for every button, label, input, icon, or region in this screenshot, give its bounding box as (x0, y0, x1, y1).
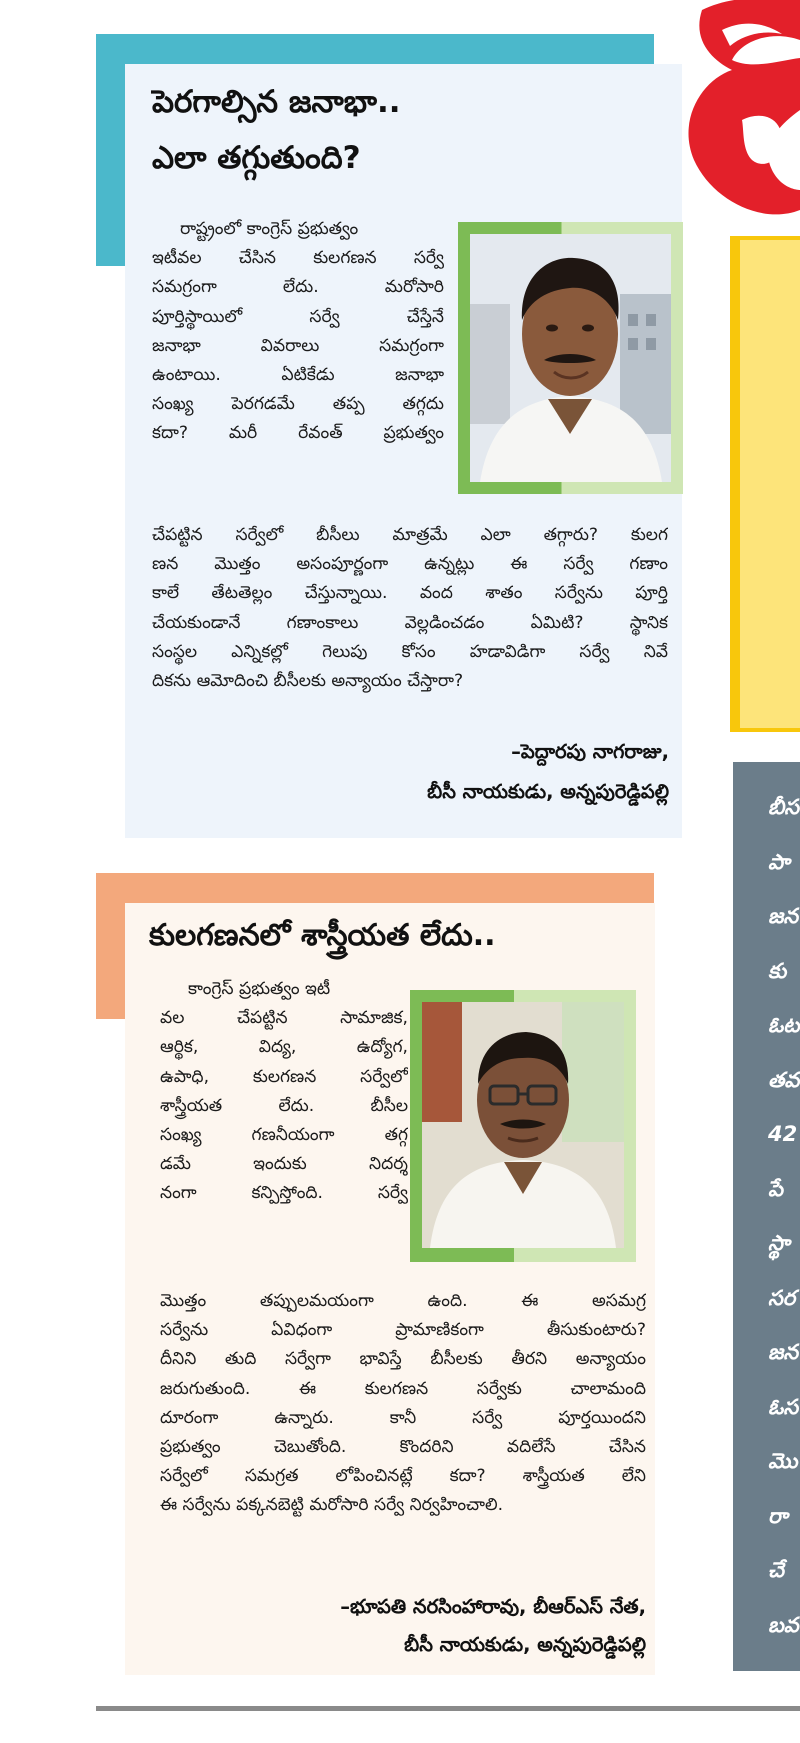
body-line: వల చేపట్టిన సామాజిక, (160, 1008, 408, 1029)
article2-signature-role: బీసీ నాయకుడు, అన్నపురెడ్డిపల్లి (404, 1633, 646, 1656)
sidebar-fragment: రా (768, 1503, 788, 1528)
body-line: చేయకుండానే గణాంకాలు వెల్లడించడం ఏమిటి? స్థానిక (152, 612, 668, 633)
body-line: రాష్ట్రంలో కాంగ్రెస్ ప్రభుత్వం (180, 219, 359, 239)
article1-title-line-1: పెరగాల్సిన జనాభా.. (152, 84, 401, 120)
article1-signature-role: బీసీ నాయకుడు, అన్నపురెడ్డిపల్లి (427, 780, 669, 803)
body-line: పూర్తిస్థాయిలో సర్వే చేస్తేనే (152, 306, 444, 327)
body-line: సర్వేను ఏవిధంగా ప్రామాణికంగా తీసుకుంటారు? (160, 1320, 646, 1341)
article1-signature-name: –పెద్దారపు నాగరాజు, (511, 740, 669, 763)
body-line: ఉపాధి, కులగణన సర్వేలో (160, 1066, 408, 1087)
sidebar-fragment: కు (768, 958, 787, 983)
article1-body-wide (152, 521, 668, 696)
article2-signature-name: –భూపతి నరసింహారావు, బీఆర్ఎస్ నేత, (340, 1595, 646, 1618)
sidebar-fragment: పే (768, 1176, 783, 1201)
body-line: సంస్థల ఎన్నికల్లో గెలుపు కోసం హడావిడిగా సర్వే నివే (152, 641, 668, 662)
body-line: ఉంటాయి. ఏటికేడు జనాభా (152, 365, 444, 386)
body-line: సంఖ్య గణనీయంగా తగ్గ (160, 1125, 408, 1146)
body-line: ప్రభుత్వం చెబుతోంది. కొందరిని వదిలేసే చేసిన (160, 1437, 646, 1458)
publication-logo-fragment (672, 0, 800, 235)
sidebar-fragment: పా (768, 849, 790, 874)
sidebar-fragment: 42 (768, 1122, 798, 1146)
sidebar-fragment: తవ (768, 1067, 800, 1092)
article2-title: కులగణనలో శాస్త్రీయత లేదు.. (149, 918, 496, 953)
article1-body-narrow (152, 215, 444, 449)
body-line: కాంగ్రెస్ ప్రభుత్వం ఇటీ (188, 979, 331, 999)
body-line: జనాభా వివరాలు సమగ్రంగా (152, 335, 444, 356)
sidebar-fragment: ఓస (768, 1394, 799, 1419)
sidebar-fragment: ఓట (768, 1013, 800, 1037)
body-line: ఈ సర్వేను పక్కనబెట్టి మరోసారి సర్వే నిర్వహించాలి. (160, 1495, 504, 1516)
article1-title-line-2: ఎలా తగ్గుతుంది? (152, 140, 361, 176)
sidebar-grey-text (768, 780, 800, 1652)
body-line: సంఖ్య పెరగడమే తప్ప తగ్గదు (152, 394, 444, 415)
body-line: శాస్త్రీయత లేదు. బీసీల (160, 1095, 408, 1116)
body-line: ఇటీవల చేసిన కులగణన సర్వే (152, 248, 444, 269)
sidebar-fragment: స్థా (768, 1231, 790, 1255)
body-line: దికను ఆమోదించి బీసీలకు అన్యాయం చేస్తారా? (152, 671, 464, 692)
body-line: నంగా కన్పిస్తోంది. సర్వే (160, 1183, 408, 1204)
body-line: కదా? మరీ రేవంత్ ప్రభుత్వం (152, 423, 444, 444)
body-line: దూరంగా ఉన్నారు. కానీ సర్వే పూర్తయిందని (160, 1407, 646, 1428)
body-line: దీనిని తుది సర్వేగా భావిస్తే బీసీలకు తీరని అన్యాయం (160, 1349, 646, 1370)
sidebar-fragment: బీస (768, 795, 799, 819)
body-line: సర్వేలో సమగ్రత లోపించినట్లే కదా? శాస్త్రీయత లేని (160, 1466, 646, 1487)
portrait-illustration (422, 1002, 624, 1248)
sidebar-yellow-inner (740, 240, 800, 728)
body-line: కాలే తేటతెల్లం చేస్తున్నాయి. వంద శాతం సర్వేను పూర్తి (152, 583, 668, 604)
sidebar-fragment: మొ (768, 1449, 798, 1473)
body-line: జరుగుతుంది. ఈ కులగణన సర్వేకు చాలామంది (160, 1378, 646, 1399)
portrait-illustration (470, 234, 671, 482)
sidebar-fragment: చే (768, 1558, 784, 1582)
article2-body-narrow (160, 975, 408, 1209)
sidebar-fragment: బవ (768, 1612, 799, 1637)
article1-author-photo (470, 234, 671, 482)
body-line: ఆర్థిక, విద్య, ఉద్యోగ, (160, 1037, 408, 1058)
body-line: ణన మొత్తం అసంపూర్ణంగా ఉన్నట్లు ఈ సర్వే గణాం (152, 554, 668, 575)
logo-mark (672, 0, 800, 235)
body-line: సమగ్రంగా లేదు. మరోసారి (152, 277, 444, 298)
body-line: డమే ఇందుకు నిదర్శ (160, 1154, 408, 1175)
article2-body-wide (160, 1287, 646, 1521)
sidebar-fragment: జన (768, 904, 799, 928)
sidebar-fragment: సర (768, 1285, 796, 1310)
bottom-divider (96, 1706, 800, 1711)
body-line: చేపట్టిన సర్వేలో బీసీలు మాత్రమే ఎలా తగ్గారు? కులగ (152, 525, 668, 545)
body-line: మొత్తం తప్పులమయంగా ఉంది. ఈ అసమగ్ర (160, 1291, 646, 1311)
article2-author-photo (422, 1002, 624, 1248)
sidebar-fragment: జన (768, 1340, 799, 1364)
